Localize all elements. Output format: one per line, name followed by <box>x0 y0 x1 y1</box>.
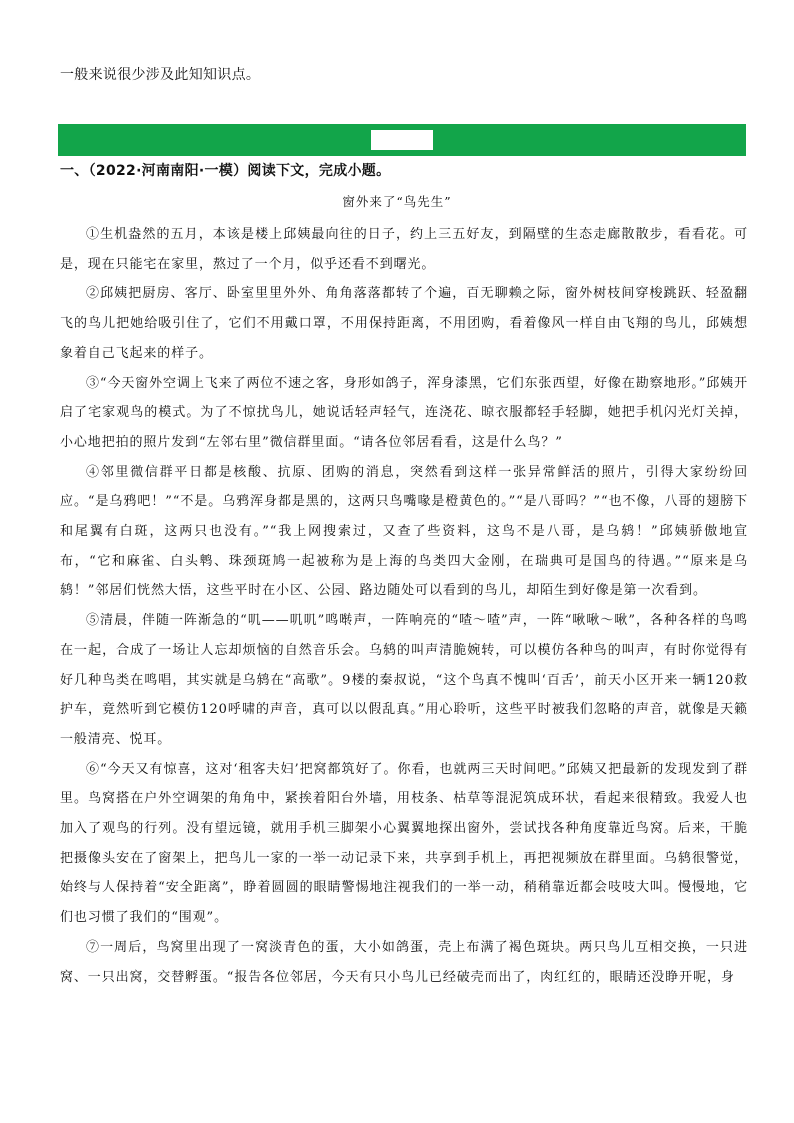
banner-label-box <box>371 130 433 150</box>
section-banner <box>58 124 746 156</box>
paragraph-2: ②邱姨把厨房、客厅、卧室里里外外、角角落落都转了个遍，百无聊赖之际，窗外树枝间穿梭跳跃、轻盈翻飞的鸟儿把她给吸引住了，它们不用戴口罩，不用保持距离，不用团购，看着像风一样自由飞翔的鸟儿，邱姨想象着自己飞起来的样子。 <box>60 286 748 361</box>
paragraph-1: ①生机盎然的五月，本该是楼上邱姨最向往的日子，约上三五好友，到隔壁的生态走廊散散步，看看花。可是，现在只能宅在家里，熬过了一个月，似乎还看不到曙光。 <box>60 227 748 272</box>
paragraph-3: ③“今天窗外空调上飞来了两位不速之客，身形如鸽子，浑身漆黑，它们东张西望，好像在勘察地形。”邱姨开启了宅家观鸟的模式。为了不惊扰鸟儿，她说话轻声轻气，连浇花、晾衣服都轻手轻脚，她把手机闪光灯关掉，小心地把拍的照片发到“左邻右里”微信群里面。“请各位邻居看看，这是什么鸟？” <box>60 375 748 450</box>
article-body <box>60 220 748 992</box>
paragraph-5: ⑤清晨，伴随一阵渐急的“叽——叽叽”鸣啭声，一阵响亮的“喳～喳”声，一阵“啾啾～啾”，各种各样的鸟鸣在一起，合成了一场让人忘却烦恼的自然音乐会。乌鸫的叫声清脆婉转，可以模仿各种鸟的叫声，有时你觉得有好几种鸟类在鸣唱，其实就是乌鸫在“高歌”。9楼的秦叔说，“这个鸟真不愧叫‘百舌’，前天小区开来一辆120救护车，竟然听到它模仿120呼啸的声音，真可以以假乱真。”用心聆听，这些平时被我们忽略的声音，就像是天籁一般清亮、悦耳。 <box>60 613 748 747</box>
question-title: 一、（2022·河南南阳·一模）阅读下文，完成小题。 <box>60 163 391 179</box>
paragraph-7: ⑦一周后，鸟窝里出现了一窝淡青色的蛋，大小如鸽蛋，壳上布满了褐色斑块。两只鸟儿互相交换，一只进窝、一只出窝，交替孵蛋。“报告各位邻居，今天有只小鸟儿已经破壳而出了，肉红红的，眼睛还没睁开呢，身 <box>60 939 748 985</box>
paragraph-4: ④邻里微信群平日都是核酸、抗原、团购的消息，突然看到这样一张异常鲜活的照片，引得大家纷纷回应。“是乌鸦吧！”“不是。乌鸦浑身都是黑的，这两只鸟嘴喙是橙黄色的。”“是八哥吗？”“也不像，八哥的翅膀下和尾翼有白斑，这两只也没有。”“我上网搜索过，又查了些资料，这鸟不是八哥，是乌鸫！”邱姨骄傲地宣布，“它和麻雀、白头鹎、珠颈斑鸠一起被称为是上海的鸟类四大金刚，在瑞典可是国鸟的待遇。”“原来是乌鸫！”邻居们恍然大悟，这些平时在小区、公园、路边随处可以看到的鸟儿，却陌生到好像是第一次看到。 <box>60 464 748 599</box>
intro-text: 一般来说很少涉及此知知识点。 <box>60 67 261 83</box>
paragraph-6: ⑥“今天又有惊喜，这对‘租客夫妇’把窝都筑好了。你看，也就两三天时间吧。”邱姨又把最新的发现发到了群里。鸟窝搭在户外空调架的角角中，紧挨着阳台外墙，用枝条、枯草等混泥筑成环状，看起来很精致。我爱人也加入了观鸟的行列。没有望远镜，就用手机三脚架小心翼翼地探出窗外，尝试找各种角度靠近鸟窝。后来，干脆把摄像头安在了窗架上，把鸟儿一家的一举一动记录下来，共享到手机上，再把视频放在群里面。乌鸫很警觉，始终与人保持着“安全距离”，睁着圆圆的眼睛警惕地注视我们的一举一动，稍稍靠近都会吱吱大叫。慢慢地，它们也习惯了我们的“围观”。 <box>60 761 748 926</box>
article-title: 窗外来了“鸟先生” <box>342 194 452 209</box>
